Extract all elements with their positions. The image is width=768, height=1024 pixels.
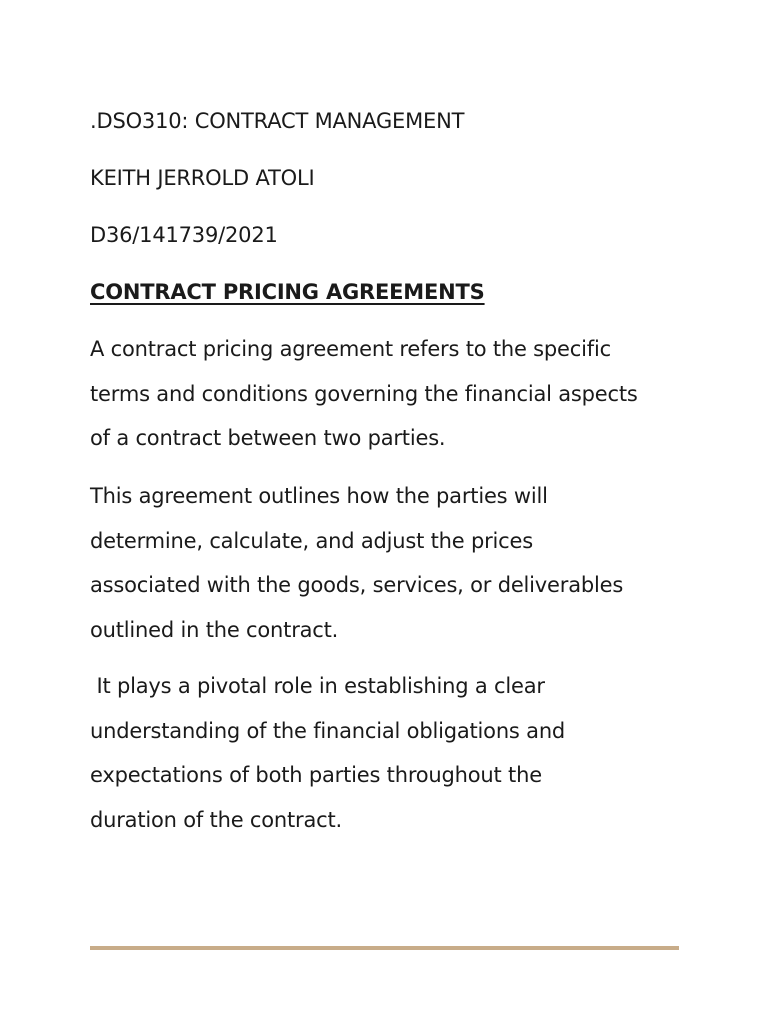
paragraph-line: associated with the goods, services, or deliverables [90, 573, 624, 597]
paragraph-line: expectations of both parties throughout the [90, 763, 542, 787]
paragraph-line: It plays a pivotal role in establishing a clear [90, 674, 545, 698]
student-name: KEITH JERROLD ATOLI [90, 166, 315, 190]
paragraph-line: outlined in the contract. [90, 617, 339, 642]
footer-divider [90, 946, 679, 950]
paragraph-line: determine, calculate, and adjust the prices [90, 528, 533, 553]
paragraph-line: of a contract between two parties. [90, 426, 446, 450]
paragraph-role [90, 664, 690, 842]
paragraph-line: A contract pricing agreement refers to the specific [90, 337, 611, 361]
paragraph-line: terms and conditions governing the financial aspects [90, 381, 638, 406]
section-heading: CONTRACT PRICING AGREEMENTS [90, 280, 485, 304]
course-title: .DSO310: CONTRACT MANAGEMENT [90, 109, 465, 133]
paragraph-line: understanding of the financial obligations and [90, 718, 566, 743]
paragraph-outline [90, 474, 690, 652]
registration-number: D36/141739/2021 [90, 223, 278, 247]
paragraph-line: This agreement outlines how the parties will [90, 484, 548, 508]
paragraph-line: duration of the contract. [90, 807, 342, 832]
document-page [90, 0, 690, 1024]
paragraph-definition [90, 327, 690, 461]
